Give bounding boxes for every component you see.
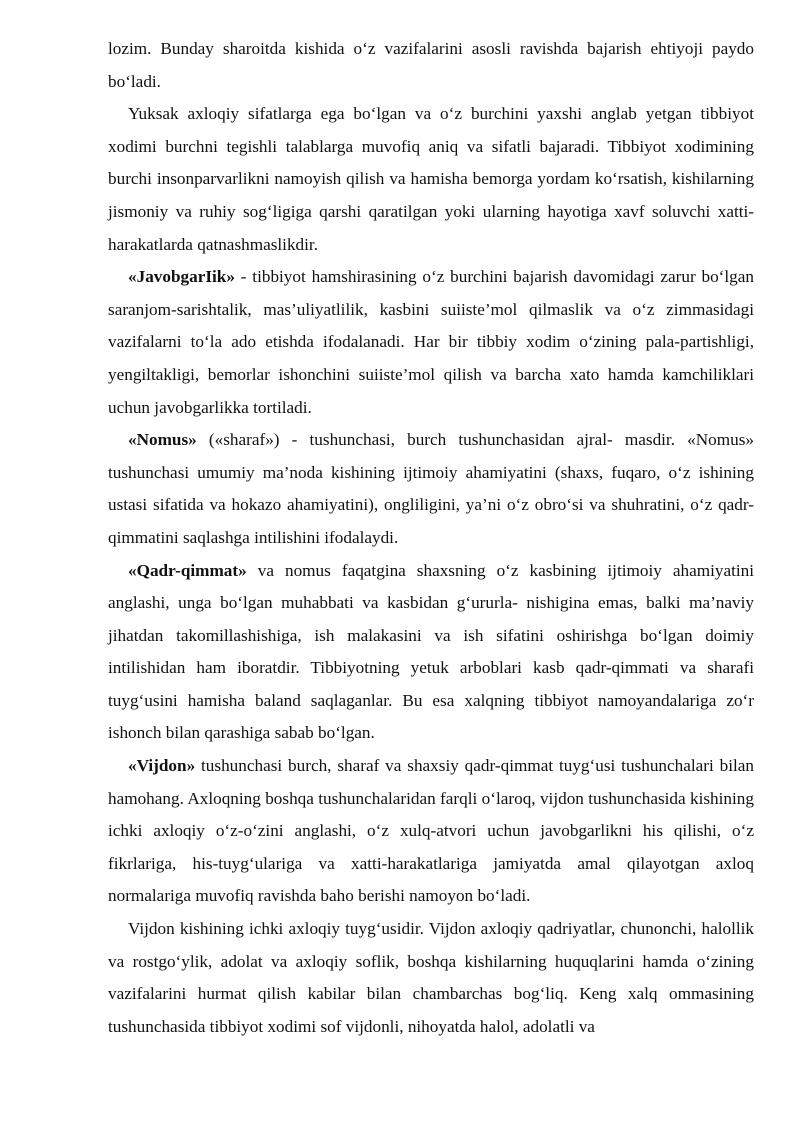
paragraph-dignity xyxy=(108,555,754,751)
paragraph-conscience-feeling xyxy=(108,913,754,1043)
paragraph-text: («sharaf») - tushunchasi, burch tushunchasidan ajral- masdir. «Nomus» tushunchasi umumiy ma’noda kishining ijtimoiy ahamiyatini (shaxs, fuqaro, o‘z ishining ustasi sifatida va hokazo ahamiyatini), ongliligini, ya’ni o‘z obro‘si va shuhratini, o‘z qadr- qimmatini saqlashga intilishini ifodalaydi. xyxy=(108,430,754,547)
paragraph-text: tushunchasi burch, sharaf va shaxsiy qadr-qimmat tuyg‘usi tushunchalari bilan hamohang. Axloqning boshqa tushunchalaridan farqli o‘laroq, vijdon tushunchasida kishining ichki axloqiy o‘z-o‘zini anglashi, o‘z xulq-atvori uchun javobgarlikni his qilishi, o‘z fikrlariga, his-tuyg‘ulariga va xatti-harakatlariga jamiyatda amal qilayotgan axloq normalariga muvofiq ravishda baho berishi namoyon bo‘ladi. xyxy=(108,756,754,906)
term-dignity: «Qadr-qimmat» xyxy=(128,560,247,580)
paragraph-responsibility xyxy=(108,261,754,424)
term-conscience: «Vijdon» xyxy=(128,756,196,776)
paragraph-conscience xyxy=(108,750,754,913)
term-honor: «Nomus» xyxy=(128,430,197,450)
paragraph-text: Yuksak axloqiy sifatlarga ega bo‘lgan va o‘z burchini yaxshi anglab yetgan tibbiyot xodimi burchni tegishli talablarga muvofiq aniq va sifatli bajaradi. Tibbiyot xodimining burchi insonparvarlikni namoyish qilish va hamisha bemorga yordam ko‘rsatish, kishilarning jismoniy va ruhiy sog‘ligiga qarshi qaratilgan yoki ularning hayotiga xavf soluvchi xatti-harakatlarda qatnashmaslikdir. xyxy=(108,104,754,254)
paragraph-text: - tibbiyot hamshirasining o‘z burchini bajarish davomidagi zarur bo‘lgan saranjom-sarishtalik, mas’uliyatlilik, kasbini suiiste’mol qilmaslik va o‘z zimmasidagi vazifalarni to‘la ado etishda ifodalanadi. Har bir tibbiy xodim o‘zining pala-partishligi, yengiltakligi, bemorlar ishonchini suiiste’mol qilish va barcha xato hamda kamchiliklari uchun javobgarlikka tortiladi. xyxy=(108,267,754,417)
document-page xyxy=(108,33,754,1043)
paragraph-text: lozim. Bunday sharoitda kishida o‘z vazifalarini asosli ravishda bajarish ehtiyoji paydo bo‘ladi. xyxy=(108,39,754,91)
paragraph-text: Vijdon kishining ichki axloqiy tuyg‘usidir. Vijdon axloqiy qadriyatlar, chunonchi, halollik va rostgo‘ylik, adolat va axloqiy soflik, boshqa kishilarning huquqlarini hamda o‘zining vazifalarini hurmat qilish kabilar bilan chambarchas bog‘liq. Keng xalq ommasining tushunchasida tibbiyot xodimi sof vijdonli, nihoyatda halol, adolatli va xyxy=(108,919,754,1036)
paragraph-text: va nomus faqatgina shaxsning o‘z kasbining ijtimoiy ahamiyatini anglashi, unga bo‘lgan muhabbati va kasbidan g‘ururla- nishigina emas, balki ma’naviy jihatdan takomillashishiga, ish malakasini va ish sifatini oshirishga bo‘lgan doimiy intilishidan ham iboratdir. Tibbiyotning yetuk arboblari kasb qadr-qimmati va sharafi tuyg‘usini hamisha baland saqlaganlar. Bu esa xalqning tibbiyot namoyandalariga zo‘r ishonch bilan qarashiga sabab bo‘lgan. xyxy=(108,560,754,743)
paragraph-honor xyxy=(108,424,754,554)
paragraph-continuation xyxy=(108,33,754,98)
term-responsibility: «JavobgarIik» xyxy=(128,267,235,287)
paragraph-duty xyxy=(108,98,754,261)
